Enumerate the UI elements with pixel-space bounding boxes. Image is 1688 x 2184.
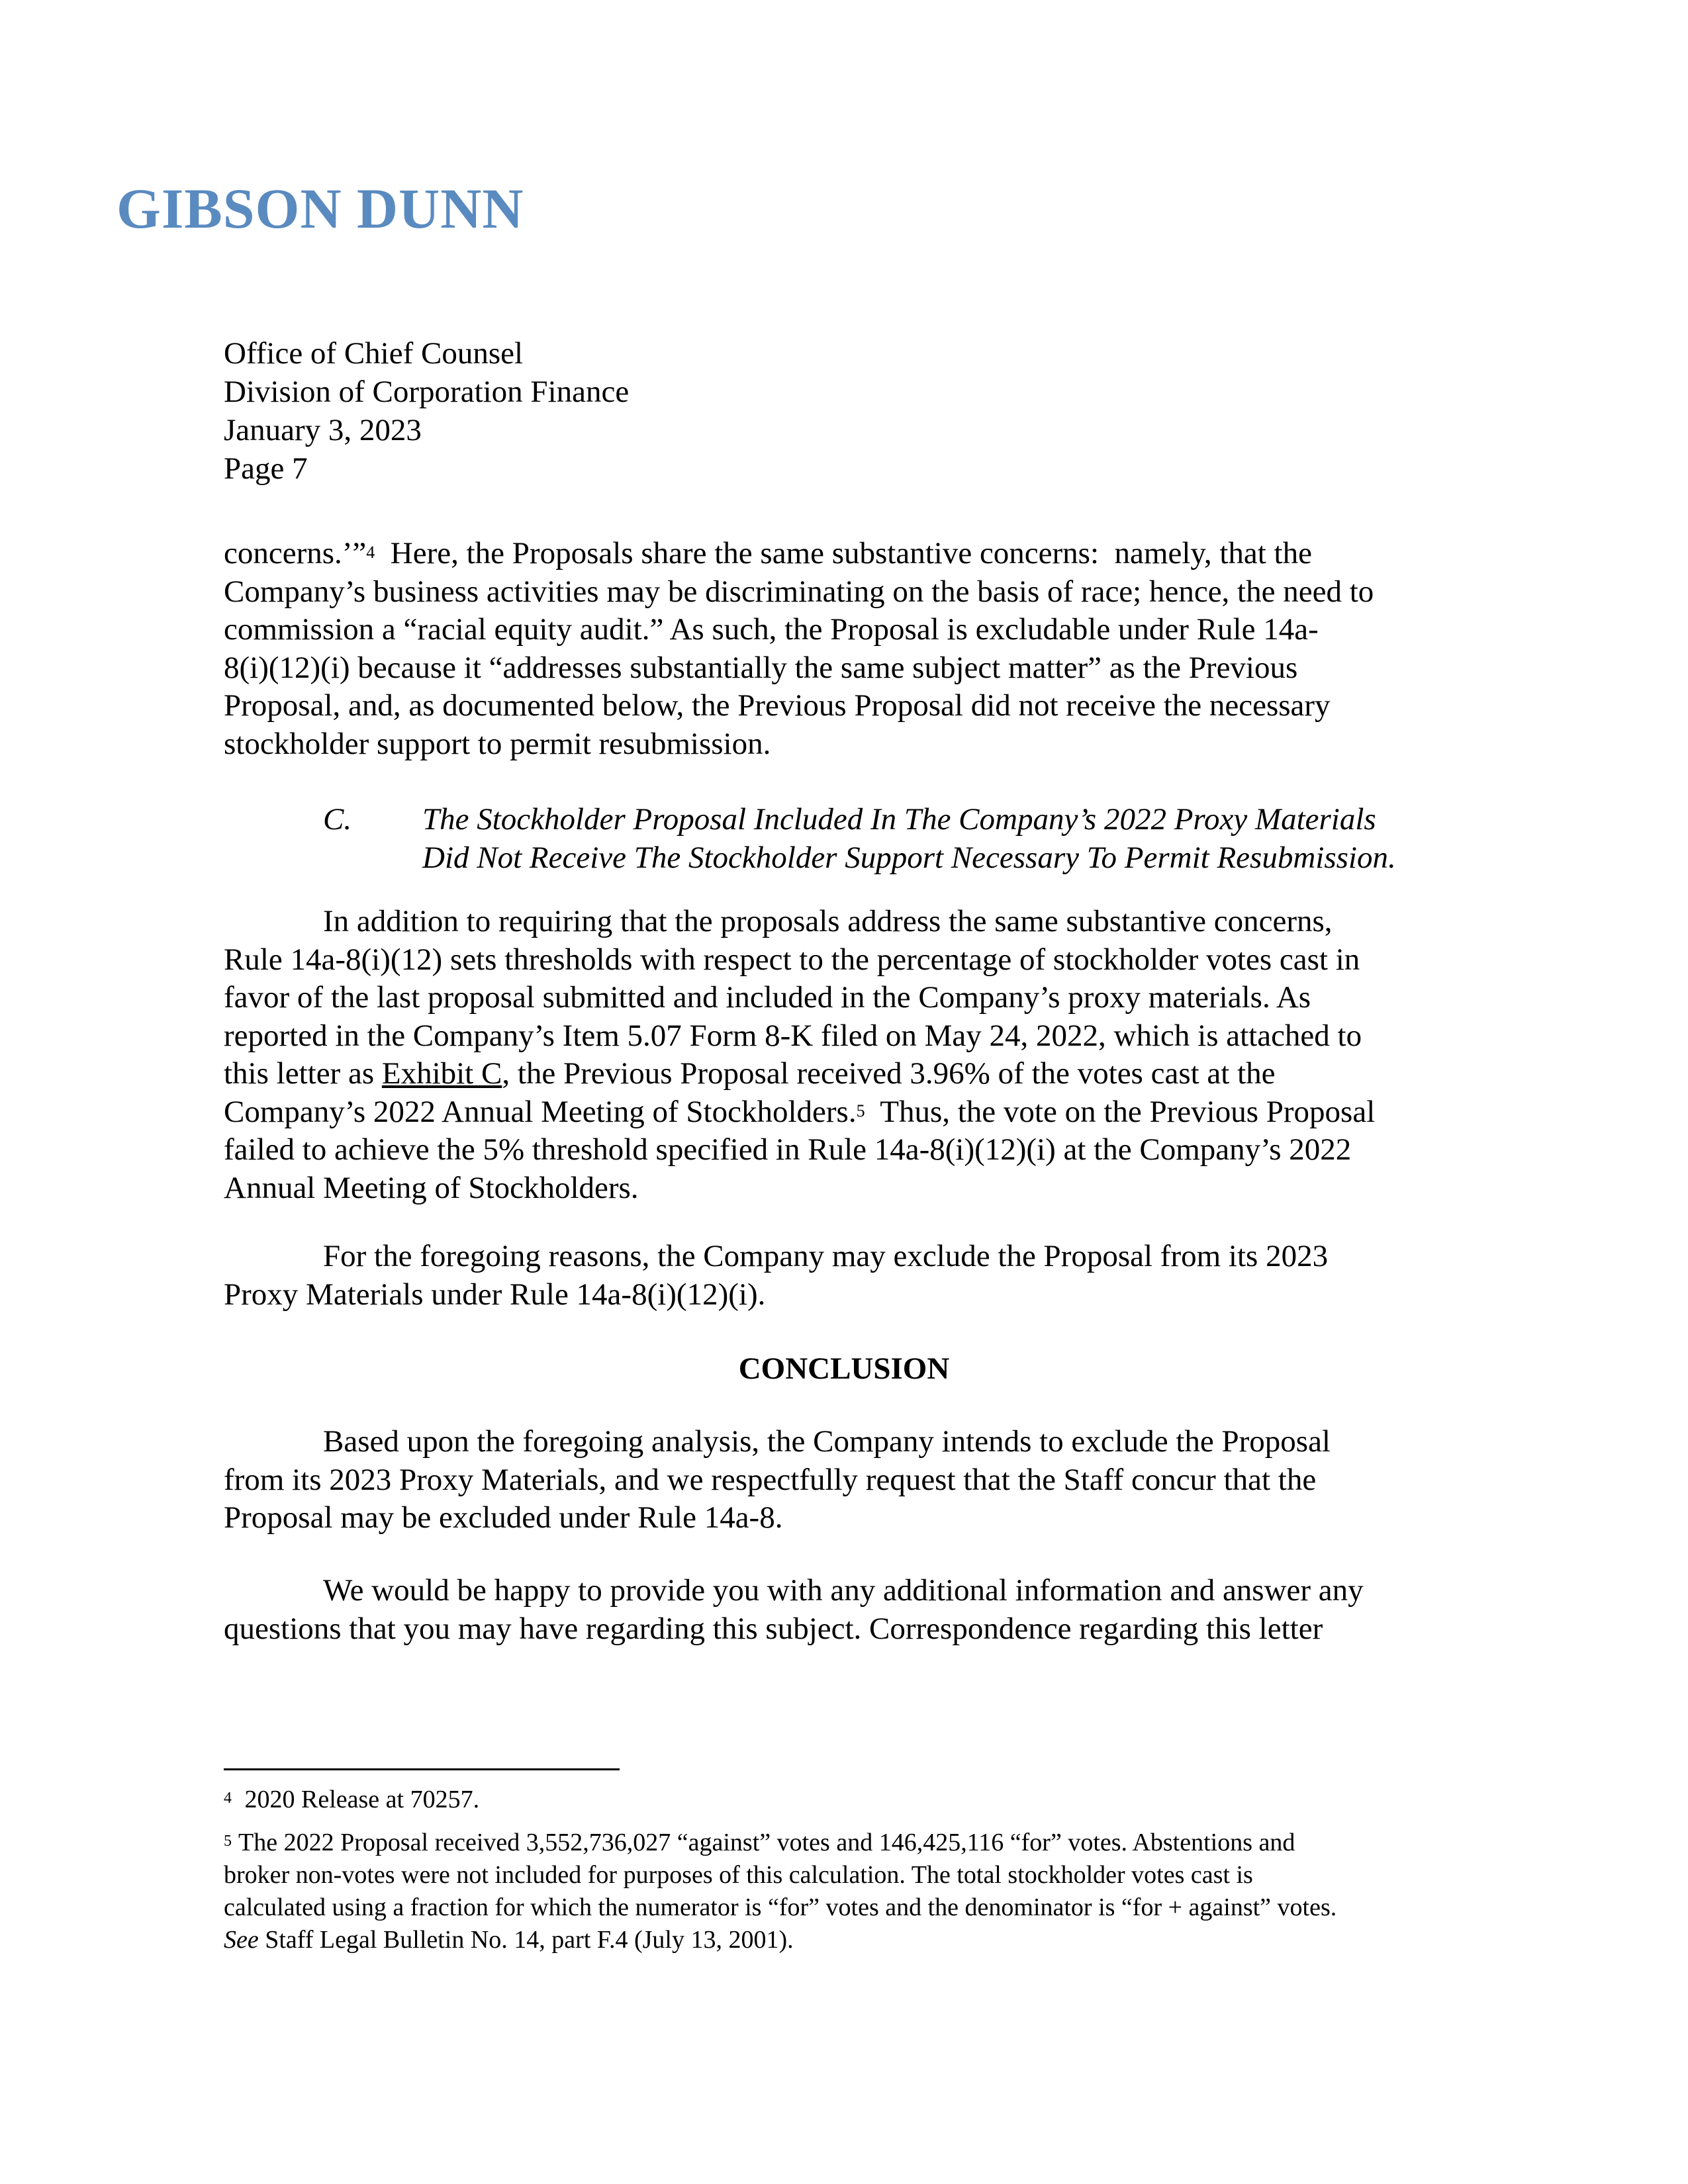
paragraph-line: Proxy Materials under Rule 14a-8(i)(12)(i). — [224, 1277, 766, 1312]
paragraph-conclusion — [224, 1423, 1475, 1537]
footnote-number: 4 — [224, 1790, 232, 1807]
footnote-text: calculated using a fraction for which the numerator is “for” votes and the denominator is “for + against” votes. — [224, 1893, 1337, 1921]
footnote-text: The 2022 Proposal received 3,552,736,027 “against” votes and 146,425,116 “for” votes. Abstentions and — [238, 1829, 1295, 1856]
conclusion-heading: CONCLUSION — [738, 1351, 950, 1386]
paragraph-line: this letter as Exhibit C, the Previous Proposal received 3.96% of the votes cast at the — [224, 1056, 1276, 1091]
paragraph-line: commission a “racial equity audit.” As such, the Proposal is excludable under Rule 14a- — [224, 612, 1319, 647]
paragraph-line: For the foregoing reasons, the Company may exclude the Proposal from its 2023 — [323, 1239, 1329, 1273]
header-division: Division of Corporation Finance — [224, 375, 630, 409]
paragraph-line: Company’s business activities may be discriminating on the basis of race; hence, the need to — [224, 574, 1374, 609]
footnote-ref-4: 4 — [366, 543, 375, 562]
footnote-ref-5: 5 — [856, 1101, 865, 1120]
paragraph-line: from its 2023 Proxy Materials, and we respectfully request that the Staff concur that the — [224, 1462, 1317, 1497]
paragraph-line: Annual Meeting of Stockholders. — [224, 1170, 639, 1205]
paragraph-foregoing-reasons — [224, 1238, 1475, 1314]
paragraph-line: We would be happy to provide you with any additional information and answer any — [323, 1573, 1364, 1608]
paragraph-line: Rule 14a-8(i)(12) sets thresholds with respect to the percentage of stockholder votes cast in — [224, 942, 1360, 977]
paragraph-line: reported in the Company’s Item 5.07 Form 8-K filed on May 24, 2022, which is attached to — [224, 1018, 1362, 1053]
exhibit-c-link[interactable]: Exhibit C — [381, 1056, 502, 1091]
letter-header — [224, 334, 629, 488]
paragraph-line: In addition to requiring that the proposals address the same substantive concerns, — [323, 904, 1333, 938]
paragraph-line: 8(i)(12)(i) because it “addresses substantially the same subject matter” as the Previous — [224, 650, 1298, 685]
header-recipient: Office of Chief Counsel — [224, 336, 524, 371]
footnote-4 — [224, 1784, 1481, 1816]
paragraph-concerns — [224, 535, 1475, 763]
paragraph-thresholds — [224, 903, 1475, 1207]
paragraph-line: Based upon the foregoing analysis, the Company intends to exclude the Proposal — [323, 1424, 1331, 1459]
footnote-see-signal: See — [224, 1926, 259, 1954]
footnote-separator — [224, 1768, 620, 1770]
paragraph-additional-info — [224, 1572, 1475, 1648]
footnote-text: 2020 Release at 70257. — [238, 1786, 480, 1813]
header-page-number: Page 7 — [224, 451, 308, 486]
header-date: January 3, 2023 — [224, 413, 422, 447]
paragraph-line: failed to achieve the 5% threshold specified in Rule 14a-8(i)(12)(i) at the Company’s 2022 — [224, 1132, 1352, 1167]
footnote-number: 5 — [224, 1833, 232, 1850]
footnote-text: broker non-votes were not included for purposes of this calculation. The total stockholder votes cast is — [224, 1861, 1253, 1889]
footnote-5 — [224, 1827, 1481, 1956]
paragraph-line: stockholder support to permit resubmission. — [224, 726, 771, 761]
section-letter: C. — [323, 802, 352, 837]
paragraph-line: concerns.’”$^4$ Here, the Proposals share the same substantive concerns: namely, that the — [224, 536, 1312, 570]
paragraph-line: Proposal, and, as documented below, the Previous Proposal did not receive the necessary — [224, 688, 1331, 723]
firm-logo: GIBSON DUNN — [117, 177, 524, 240]
paragraph-line: Proposal may be excluded under Rule 14a-8. — [224, 1500, 783, 1535]
footnote-text: Staff Legal Bulletin No. 14, part F.4 (July 13, 2001). — [258, 1926, 794, 1954]
paragraph-line: questions that you may have regarding this subject. Correspondence regarding this letter — [224, 1611, 1323, 1646]
section-title: The Stockholder Proposal Included In The Company’s 2022 Proxy Materials Did Not Receive The Stockholder Support Necessary To Permit Resubmission. — [422, 802, 1396, 875]
paragraph-line: favor of the last proposal submitted and included in the Company’s proxy materials. As — [224, 980, 1311, 1015]
paragraph-line: Company’s 2022 Annual Meeting of Stockholders.$^5$ Thus, the vote on the Previous Proposal — [224, 1094, 1376, 1129]
